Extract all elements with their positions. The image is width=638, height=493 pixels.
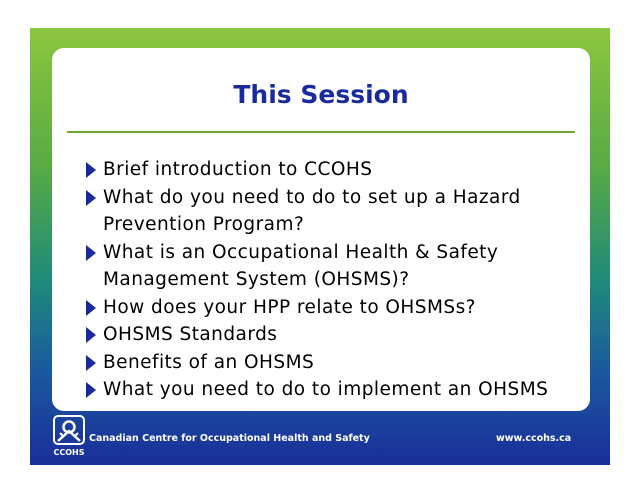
logo-wordmark: CCOHS [53,448,85,457]
bullet-item [84,349,574,377]
bullet-text-continued: Prevention Program? [103,214,305,235]
bullet-arrow-icon [86,190,96,206]
footer-organization: Canadian Centre for Occupational Health and Safety [89,433,370,444]
bullet-item [84,294,574,322]
bullet-item [84,239,574,294]
bullet-arrow-icon [86,245,96,261]
ccohs-logo [52,414,86,458]
logo-figure-body-icon [58,431,80,441]
bullet-text: Brief introduction to CCOHS [103,159,373,180]
bullet-arrow-icon [86,355,96,371]
bullet-text: Benefits of an OHSMS [103,351,315,373]
bullet-item [84,184,574,239]
bullet-item [84,156,574,184]
bullet-text: What is an Occupational Health & Safety [103,241,499,263]
bullet-text: What do you need to do to set up a Hazard [103,186,521,208]
footer-website: www.ccohs.ca [496,433,572,444]
bullet-list [84,156,574,404]
bullet-arrow-icon [86,382,96,398]
slide-title: This Session [233,80,409,109]
bullet-item [84,321,574,349]
bullet-item [84,376,574,404]
title-divider [67,131,575,133]
bullet-arrow-icon [86,327,96,343]
bullet-text: OHSMS Standards [103,324,278,345]
bullet-text: How does your HPP relate to OHSMSs? [103,296,476,318]
bullet-text: What you need to do to implement an OHSMS [103,379,549,400]
bullet-arrow-icon [86,300,96,316]
bullet-arrow-icon [86,162,96,178]
bullet-text-continued: Management System (OHSMS)? [103,269,410,290]
